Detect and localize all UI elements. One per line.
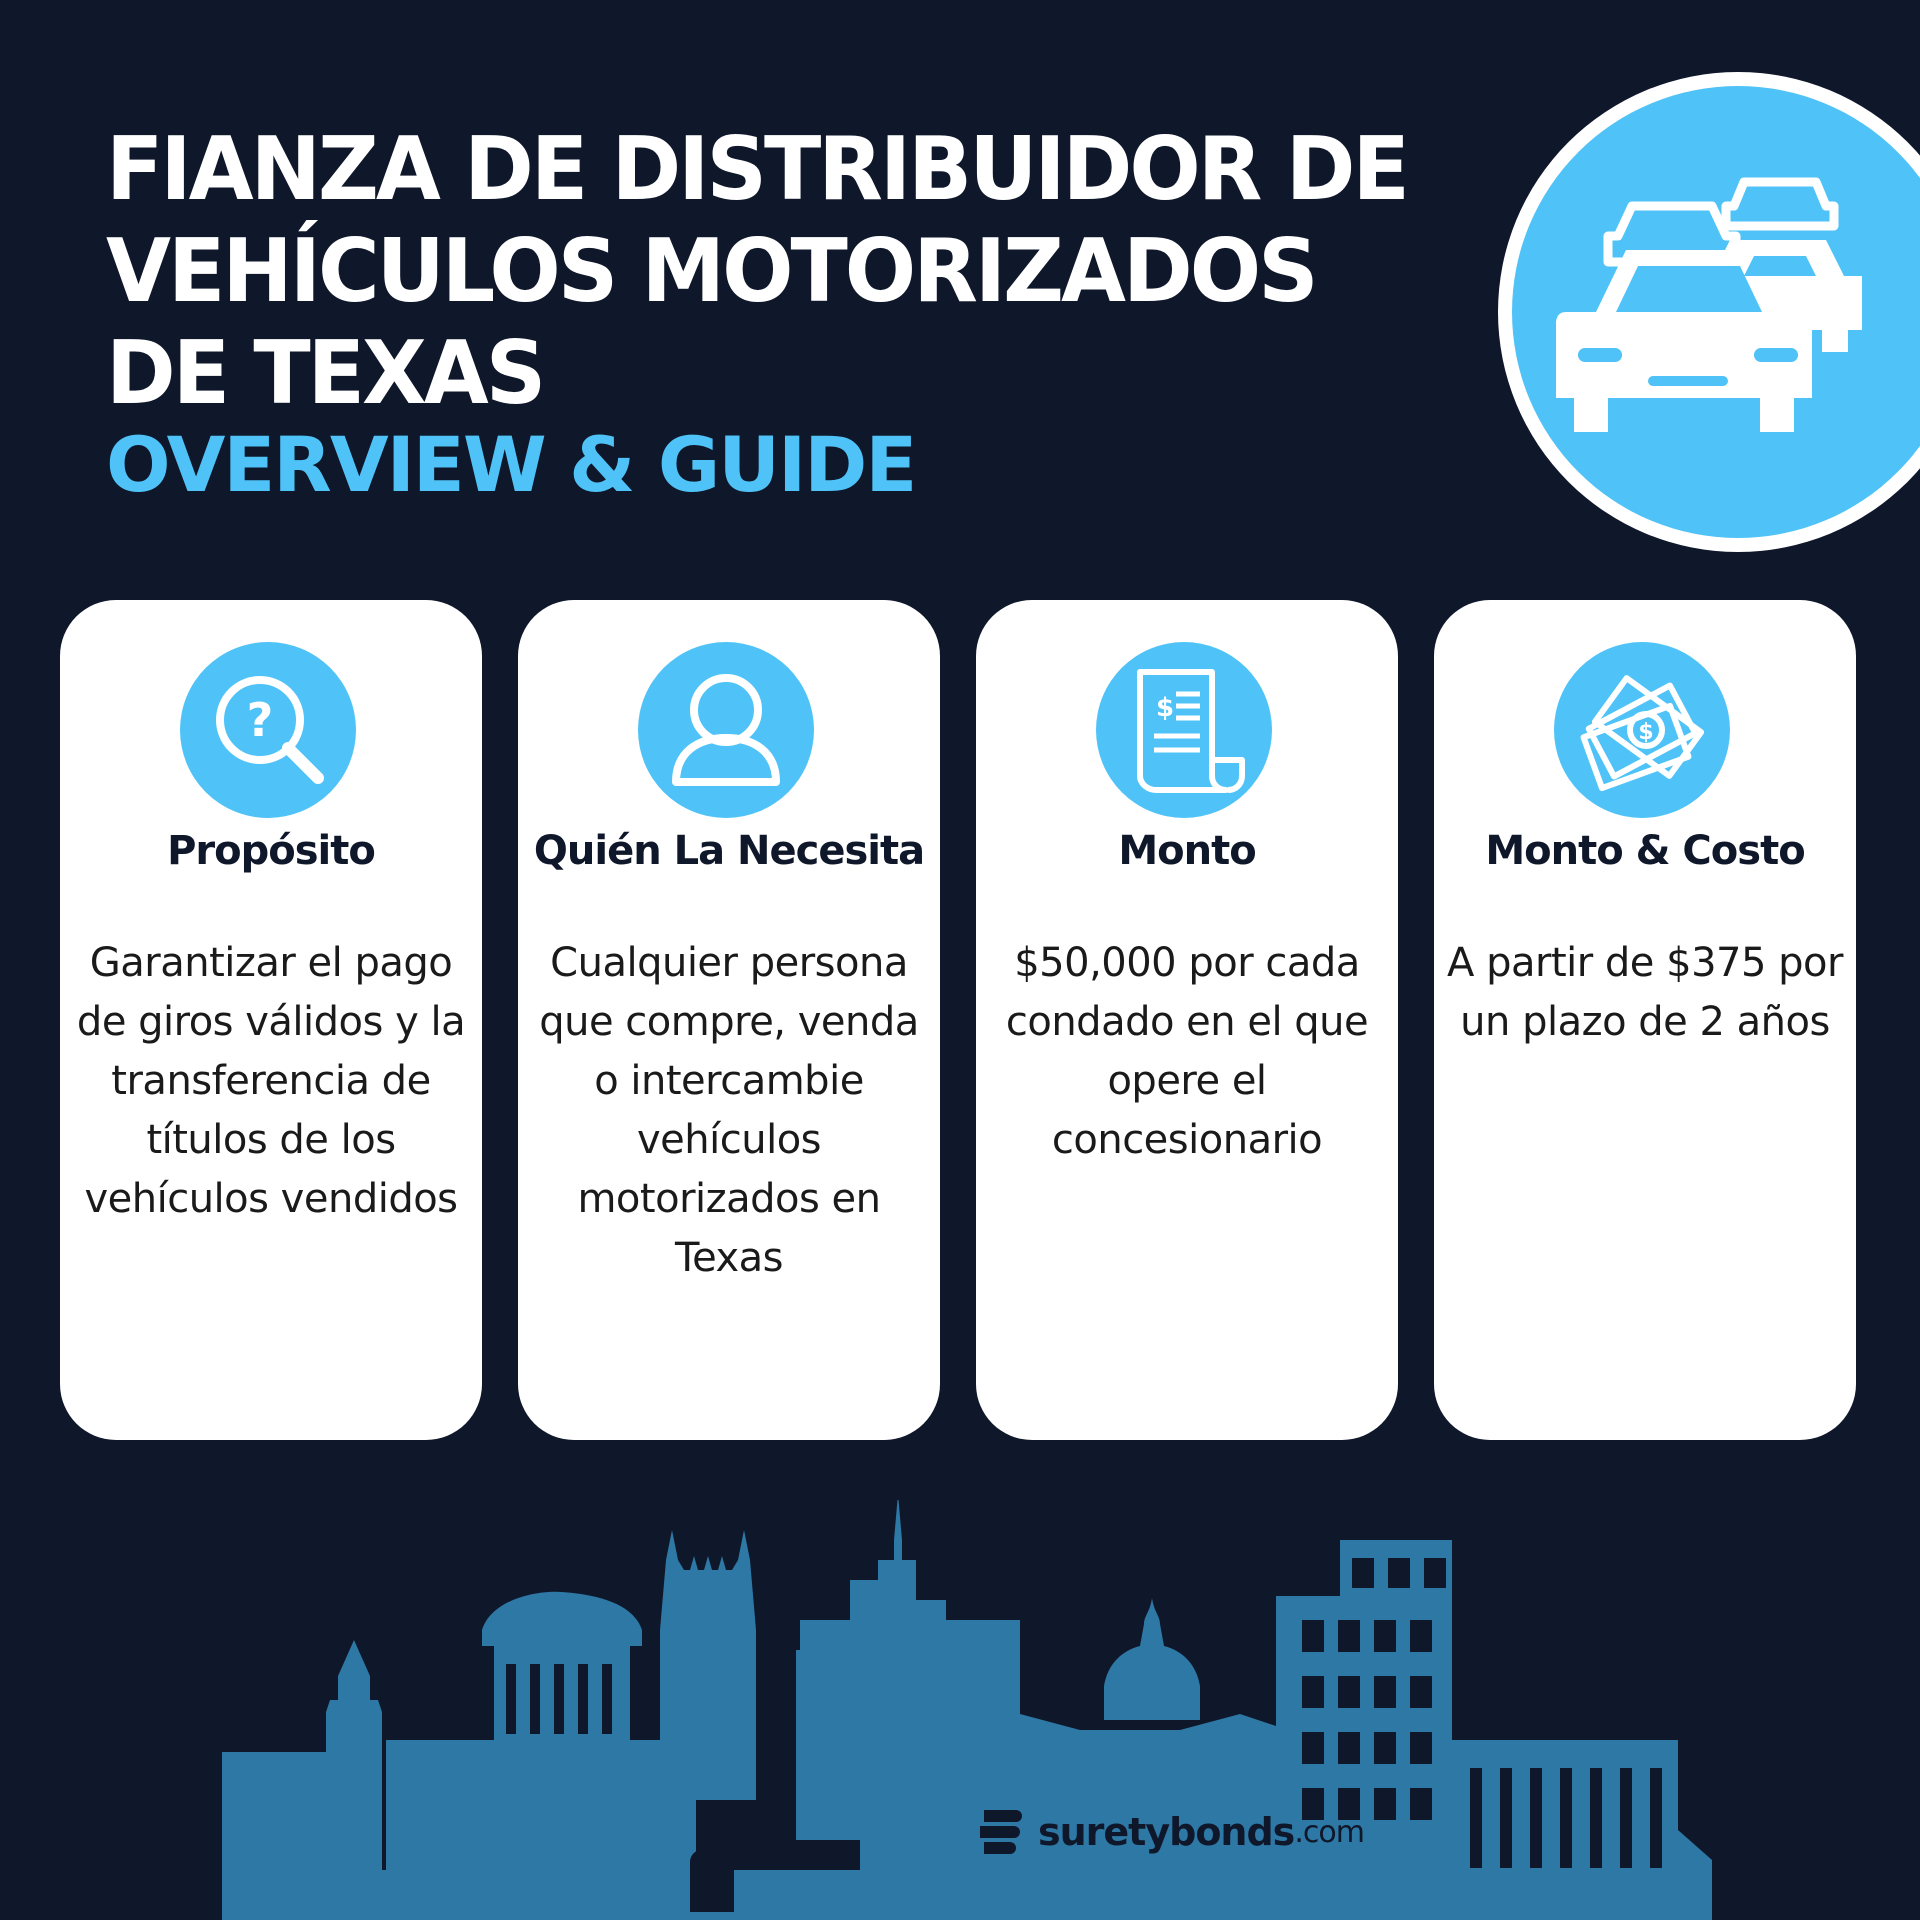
card-body: A partir de $375 por un plazo de 2 años xyxy=(1447,940,1843,1045)
suretybonds-logo-icon xyxy=(976,1806,1024,1858)
card-quien xyxy=(518,600,940,1440)
brand-tld: .com xyxy=(1294,1814,1364,1850)
card-title: Monto xyxy=(1118,828,1256,874)
card-proposito xyxy=(60,600,482,1440)
card-monto xyxy=(976,600,1398,1440)
svg-text:$: $ xyxy=(1156,693,1175,723)
document-dollar-icon xyxy=(1096,642,1272,818)
card-title: Propósito xyxy=(167,828,375,874)
svg-text:$: $ xyxy=(1638,720,1654,745)
title-line-3: DE TEXAS xyxy=(106,321,544,424)
card-title: Monto & Costo xyxy=(1485,828,1805,874)
money-bills-icon xyxy=(1554,642,1730,818)
card-title: Quién La Necesita xyxy=(533,828,925,874)
brand-name: suretybonds xyxy=(1038,1810,1295,1854)
title-line-2: VEHÍCULOS MOTORIZADOS xyxy=(106,219,1316,322)
page-subtitle: OVERVIEW & GUIDE xyxy=(106,420,916,509)
svg-text:?: ? xyxy=(246,693,274,747)
question-search-icon xyxy=(180,642,356,818)
person-icon xyxy=(638,642,814,818)
card-monto-costo xyxy=(1434,600,1856,1440)
cars-icon xyxy=(1512,86,1920,538)
card-body: Garantizar el pago de giros válidos y la transferencia de títulos de los vehículos vendidos xyxy=(76,940,466,1222)
city-skyline-graphic xyxy=(0,1500,1920,1920)
card-body: Cualquier persona que compre, venda o intercambie vehículos motorizados en Texas xyxy=(539,940,919,1281)
card-body: $50,000 por cada condado en el que opere el concesionario xyxy=(1005,940,1369,1163)
brand-logo xyxy=(976,1802,1364,1862)
title-line-1: FIANZA DE DISTRIBUIDOR DE xyxy=(106,118,1407,220)
hero-badge xyxy=(1498,72,1920,552)
page-title xyxy=(106,118,1407,424)
